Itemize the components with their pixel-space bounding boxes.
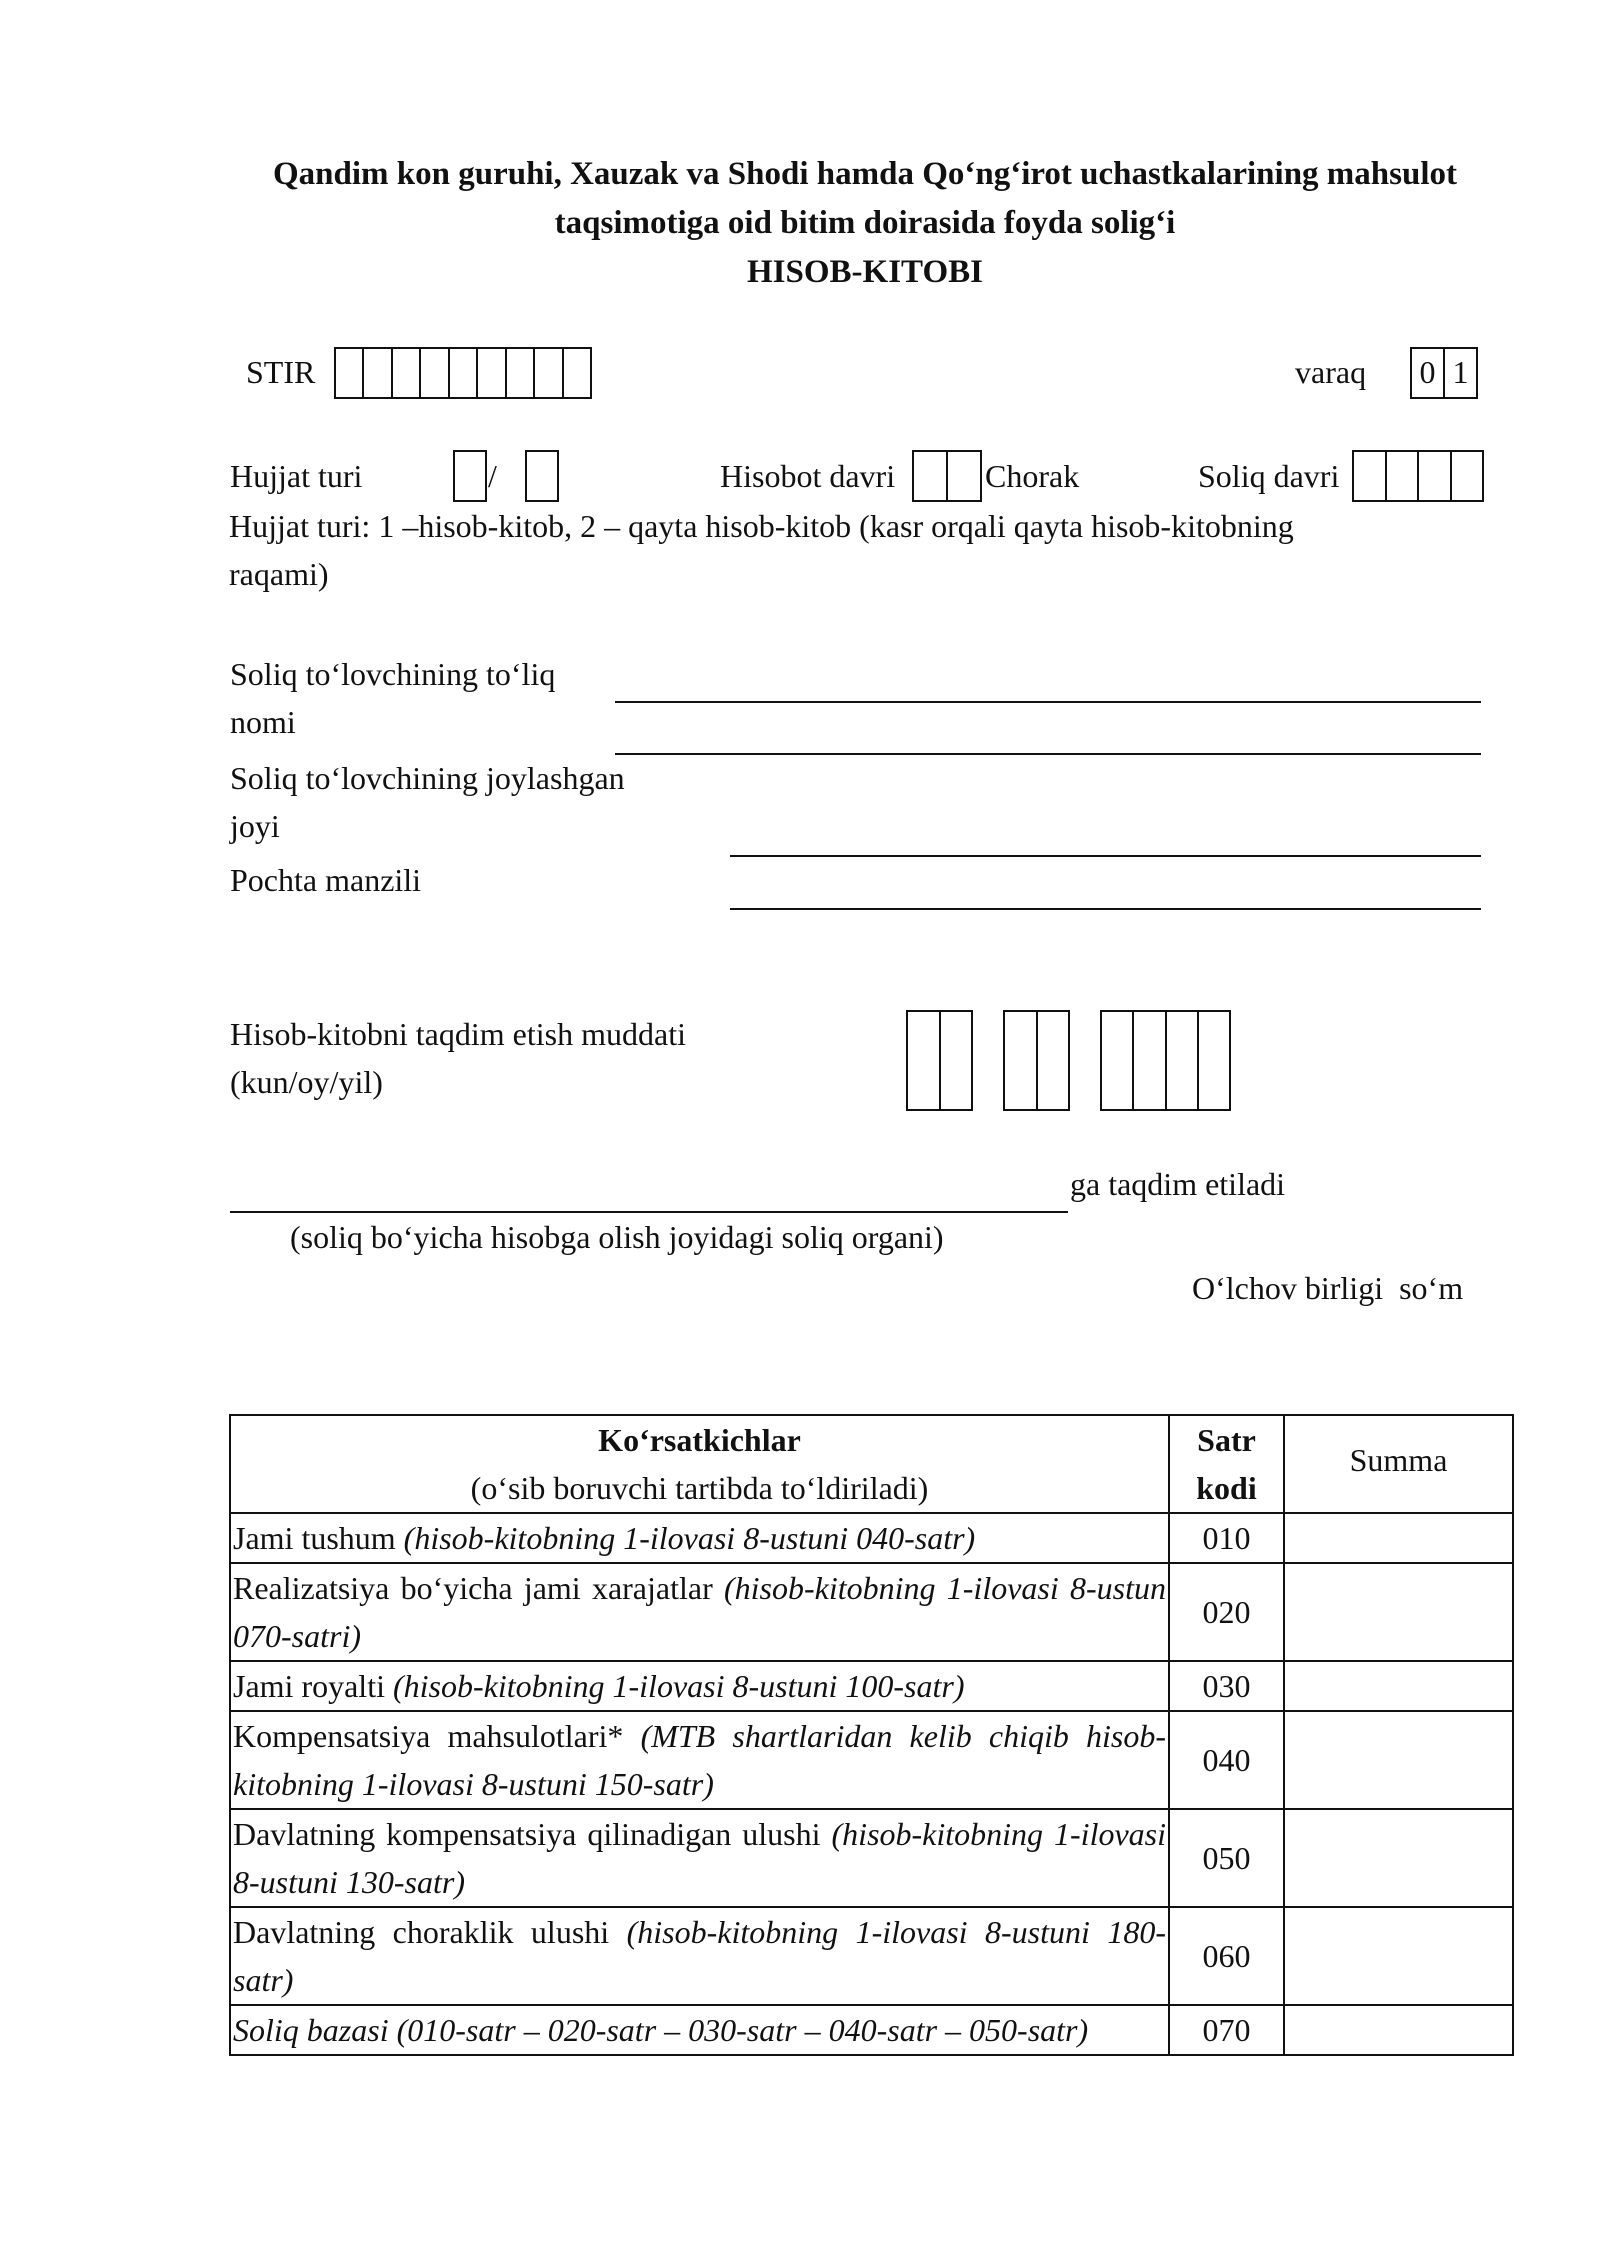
taxpayer-name-line-1[interactable] bbox=[615, 701, 1481, 703]
submit-suffix: ga taqdim etiladi bbox=[1070, 1166, 1286, 1202]
row-note: (hisob-kitobning 1-ilovasi 8-ustuni 130-satr) bbox=[233, 1816, 1167, 1900]
row-note: Soliq bazasi (010-satr – 020-satr – 030-satr – 040-satr – 050-satr) bbox=[233, 2012, 1089, 2048]
deadline-year-cell[interactable] bbox=[1102, 1012, 1134, 1109]
stir-cell[interactable] bbox=[364, 349, 392, 397]
row-code: 030 bbox=[1169, 1661, 1284, 1711]
header-line-code bbox=[1169, 1415, 1284, 1513]
row-code: 060 bbox=[1169, 1907, 1284, 2005]
hujjat-turi-note-2: raqami) bbox=[229, 556, 329, 592]
table-row bbox=[230, 1563, 1513, 1661]
row-code: 070 bbox=[1169, 2005, 1284, 2055]
row-sum-input[interactable] bbox=[1284, 1563, 1513, 1661]
deadline-year-cell[interactable] bbox=[1199, 1012, 1229, 1109]
header-indicators-title: Ko‘rsatkichlar bbox=[598, 1422, 801, 1458]
soliq-davri-cell[interactable] bbox=[1452, 452, 1483, 500]
row-description bbox=[230, 1711, 1169, 1809]
table-row bbox=[230, 2005, 1513, 2055]
title-line-2: taqsimotiga oid bitim doirasida foyda solig‘i bbox=[554, 205, 1176, 241]
row-text: Kompensatsiya mahsulotlari* bbox=[233, 1718, 641, 1754]
table-row bbox=[230, 1809, 1513, 1907]
stir-cell[interactable] bbox=[450, 349, 478, 397]
header-indicators-note: (o‘sib boruvchi tartibda to‘ldiriladi) bbox=[470, 1470, 929, 1506]
row-text: Jami tushum bbox=[233, 1520, 404, 1556]
table-row bbox=[230, 1907, 1513, 2005]
row-text: Davlatning kompensatsiya qilinadigan ulushi bbox=[233, 1816, 832, 1852]
header-sum: Summa bbox=[1284, 1415, 1513, 1513]
stir-cell[interactable] bbox=[478, 349, 506, 397]
varaq-cell[interactable]: 1 bbox=[1452, 354, 1469, 390]
postal-address-label: Pochta manzili bbox=[230, 862, 422, 898]
row-description bbox=[230, 1809, 1169, 1907]
deadline-day-input[interactable] bbox=[906, 1010, 973, 1111]
stir-input[interactable] bbox=[334, 347, 592, 399]
taxpayer-location-line[interactable] bbox=[730, 855, 1481, 857]
soliq-davri-label: Soliq davri bbox=[1198, 458, 1340, 494]
row-note: (hisob-kitobning 1-ilovasi 8-ustuni 180-satr) bbox=[233, 1914, 1167, 1998]
hisobot-davri-label: Hisobot davri bbox=[720, 458, 896, 494]
title-line-3: HISOB-KITOBI bbox=[747, 254, 983, 290]
varaq-label: varaq bbox=[1295, 354, 1367, 390]
soliq-davri-cell[interactable] bbox=[1354, 452, 1387, 500]
row-description bbox=[230, 2005, 1169, 2055]
stir-cell[interactable] bbox=[564, 349, 590, 397]
stir-cell[interactable] bbox=[421, 349, 449, 397]
header-code-line-1: Satr bbox=[1197, 1422, 1256, 1458]
soliq-davri-cell[interactable] bbox=[1419, 452, 1452, 500]
stir-cell[interactable] bbox=[336, 349, 364, 397]
unit-of-measure bbox=[1192, 1264, 1463, 1312]
table-row bbox=[230, 1513, 1513, 1563]
row-text: Realizatsiya bo‘yicha jami xarajatlar bbox=[233, 1570, 724, 1606]
row-code: 010 bbox=[1169, 1513, 1284, 1563]
table-header-row bbox=[230, 1415, 1513, 1513]
deadline-month-input[interactable] bbox=[1003, 1010, 1070, 1111]
row-sum-input[interactable] bbox=[1284, 1809, 1513, 1907]
header-code-line-2: kodi bbox=[1196, 1470, 1257, 1506]
stir-cell[interactable] bbox=[535, 349, 563, 397]
deadline-month-cell[interactable] bbox=[1005, 1012, 1038, 1109]
row-sum-input[interactable] bbox=[1284, 1907, 1513, 2005]
deadline-label-2: (kun/oy/yil) bbox=[230, 1064, 383, 1100]
deadline-label-1: Hisob-kitobni taqdim etish muddati bbox=[230, 1016, 686, 1052]
hujjat-turi-label: Hujjat turi bbox=[230, 458, 363, 494]
row-description bbox=[230, 1907, 1169, 2005]
taxpayer-name-line-2[interactable] bbox=[615, 753, 1481, 755]
deadline-day-cell[interactable] bbox=[941, 1012, 972, 1109]
title-line-1: Qandim kon guruhi, Xauzak va Shodi hamda Qo‘ng‘irot uchastkalarining mahsulot bbox=[272, 156, 1458, 192]
row-description bbox=[230, 1563, 1169, 1661]
row-code: 050 bbox=[1169, 1809, 1284, 1907]
stir-cell[interactable] bbox=[393, 349, 421, 397]
row-note: (MTB shartlaridan kelib chiqib hisob-kitobning 1-ilovasi 8-ustuni 150-satr) bbox=[233, 1718, 1167, 1802]
deadline-year-cell[interactable] bbox=[1167, 1012, 1199, 1109]
stir-label: STIR bbox=[246, 354, 316, 390]
row-text: Jami royalti bbox=[233, 1668, 393, 1704]
row-sum-input[interactable] bbox=[1284, 1711, 1513, 1809]
row-note: (hisob-kitobning 1-ilovasi 8-ustuni 100-satr) bbox=[392, 1668, 965, 1704]
row-code: 040 bbox=[1169, 1711, 1284, 1809]
row-code: 020 bbox=[1169, 1563, 1284, 1661]
hisobot-davri-cell[interactable] bbox=[948, 452, 980, 500]
document-title bbox=[200, 150, 1530, 297]
deadline-month-cell[interactable] bbox=[1038, 1012, 1069, 1109]
chorak-label: Chorak bbox=[985, 458, 1080, 494]
row-sum-input[interactable] bbox=[1284, 1513, 1513, 1563]
indicators-table bbox=[229, 1414, 1514, 2056]
deadline-year-input[interactable] bbox=[1100, 1010, 1231, 1111]
hisobot-davri-input[interactable] bbox=[912, 450, 982, 502]
header-indicators bbox=[230, 1415, 1169, 1513]
hisobot-davri-cell[interactable] bbox=[914, 452, 948, 500]
hujjat-turi-slash: / bbox=[488, 458, 497, 494]
row-text: Davlatning choraklik ulushi bbox=[233, 1914, 627, 1950]
hujjat-turi-note-1: Hujjat turi: 1 –hisob-kitob, 2 – qayta hisob-kitob (kasr orqali qayta hisob-kitobning bbox=[229, 508, 1294, 544]
soliq-davri-cell[interactable] bbox=[1387, 452, 1420, 500]
unit-label: O‘lchov birligi bbox=[1192, 1270, 1384, 1306]
row-description bbox=[230, 1661, 1169, 1711]
row-note: (hisob-kitobning 1-ilovasi 8-ustuni 040-satr) bbox=[403, 1520, 976, 1556]
row-note: (hisob-kitobning 1-ilovasi 8-ustun 070-satri) bbox=[233, 1570, 1167, 1654]
tax-authority-caption: (soliq bo‘yicha hisobga olish joyidagi soliq organi) bbox=[290, 1219, 944, 1255]
soliq-davri-input[interactable] bbox=[1352, 450, 1484, 502]
hujjat-turi-number-cell[interactable] bbox=[527, 452, 557, 500]
taxpayer-location-label-2: joyi bbox=[230, 808, 280, 844]
varaq-input[interactable] bbox=[1410, 347, 1478, 399]
varaq-cell[interactable]: 0 bbox=[1412, 349, 1445, 397]
postal-address-line[interactable] bbox=[730, 908, 1481, 910]
table-row bbox=[230, 1661, 1513, 1711]
hujjat-turi-cell[interactable] bbox=[455, 452, 485, 500]
unit-value: so‘m bbox=[1399, 1270, 1464, 1306]
row-sum-input[interactable] bbox=[1284, 1661, 1513, 1711]
stir-cell[interactable] bbox=[507, 349, 535, 397]
hujjat-turi-number-input[interactable] bbox=[525, 450, 559, 502]
taxpayer-name-label-2: nomi bbox=[230, 704, 296, 740]
row-description bbox=[230, 1513, 1169, 1563]
row-sum-input[interactable] bbox=[1284, 2005, 1513, 2055]
table-row bbox=[230, 1711, 1513, 1809]
deadline-day-cell[interactable] bbox=[908, 1012, 941, 1109]
deadline-year-cell[interactable] bbox=[1134, 1012, 1166, 1109]
taxpayer-location-label-1: Soliq to‘lovchining joylashgan bbox=[230, 760, 625, 796]
taxpayer-name-label-1: Soliq to‘lovchining to‘liq bbox=[230, 656, 556, 692]
hujjat-turi-input[interactable] bbox=[453, 450, 487, 502]
